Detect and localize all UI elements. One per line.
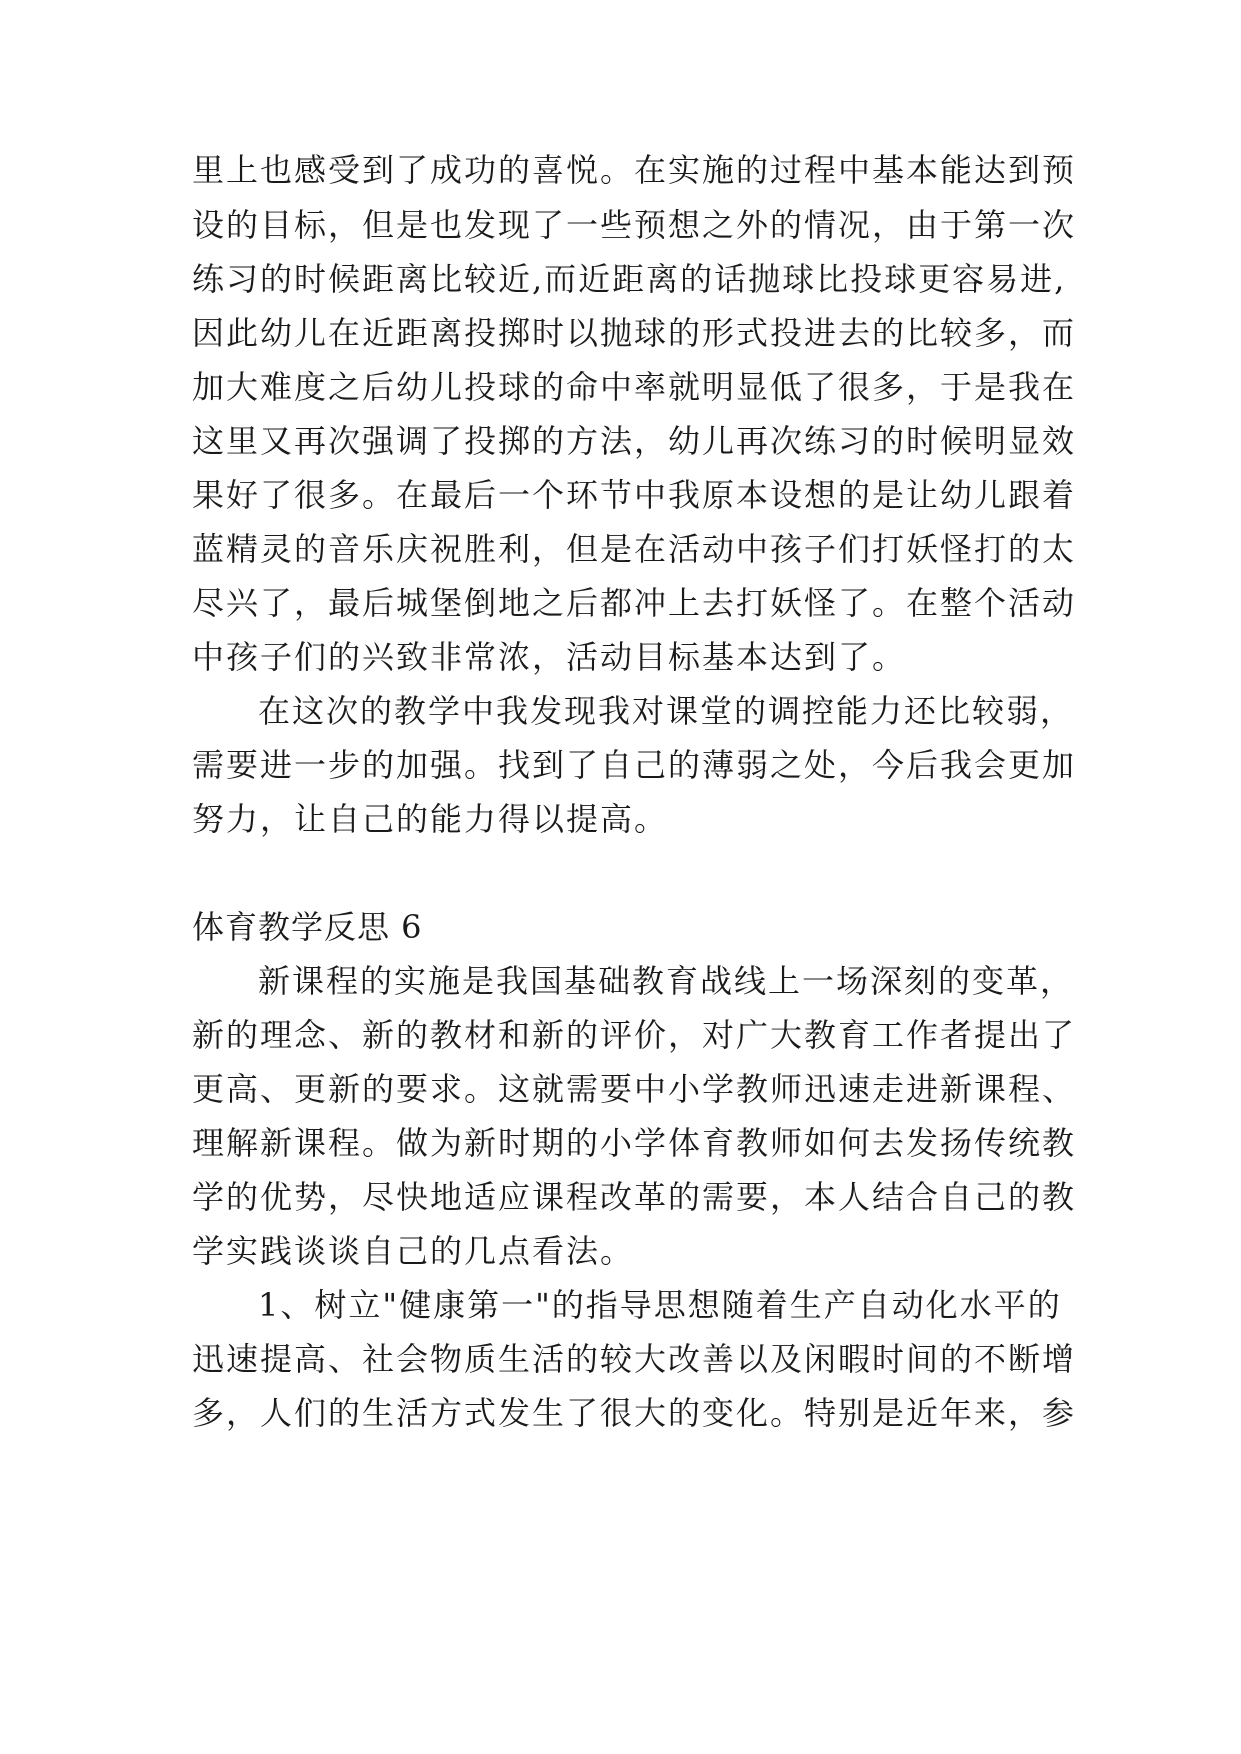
text-line: 更高、更新的要求。这就需要中小学教师迅速走进新课程、 <box>192 1070 1077 1108</box>
text-line: 这里又再次强调了投掷的方法，幼儿再次练习的时候明显效 <box>192 422 1077 460</box>
paragraph-first-line: 新课程的实施是我国基础教育战线上一场深刻的变革， <box>258 962 1075 1000</box>
text-line: 学实践谈谈自己的几点看法。 <box>192 1232 635 1270</box>
text-line: 设的目标，但是也发现了一些预想之外的情况，由于第一次 <box>192 206 1077 244</box>
text-line: 迅速提高、社会物质生活的较大改善以及闲暇时间的不断增 <box>192 1340 1077 1378</box>
text-line: 努力，让自己的能力得以提高。 <box>192 800 669 838</box>
paragraph-first-line: 1、树立"健康第一"的指导思想随着生产自动化水平的 <box>258 1286 1062 1324</box>
text-line: 理解新课程。做为新时期的小学体育教师如何去发扬传统教 <box>192 1124 1077 1162</box>
text-line: 里上也感受到了成功的喜悦。在实施的过程中基本能达到预 <box>192 151 1077 189</box>
paragraph-first-line: 在这次的教学中我发现我对课堂的调控能力还比较弱， <box>258 692 1075 730</box>
text-line: 需要进一步的加强。找到了自己的薄弱之处，今后我会更加 <box>192 746 1077 784</box>
text-line: 加大难度之后幼儿投球的命中率就明显低了很多，于是我在 <box>192 368 1077 406</box>
section-heading: 体育教学反思 6 <box>192 908 423 946</box>
text-line: 尽兴了，最后城堡倒地之后都冲上去打妖怪了。在整个活动 <box>192 584 1077 622</box>
text-line: 学的优势，尽快地适应课程改革的需要，本人结合自己的教 <box>192 1178 1077 1216</box>
text-line: 新的理念、新的教材和新的评价，对广大教育工作者提出了 <box>192 1016 1077 1054</box>
text-line: 多，人们的生活方式发生了很大的变化。特别是近年来，参 <box>192 1394 1077 1432</box>
text-line: 因此幼儿在近距离投掷时以抛球的形式投进去的比较多，而 <box>192 314 1077 352</box>
text-line: 练习的时候距离比较近,而近距离的话抛球比投球更容易进, <box>192 260 1067 298</box>
text-line: 中孩子们的兴致非常浓，活动目标基本达到了。 <box>192 638 907 676</box>
text-line: 果好了很多。在最后一个环节中我原本设想的是让幼儿跟着 <box>192 476 1077 514</box>
text-line: 蓝精灵的音乐庆祝胜利，但是在活动中孩子们打妖怪打的太 <box>192 530 1077 568</box>
